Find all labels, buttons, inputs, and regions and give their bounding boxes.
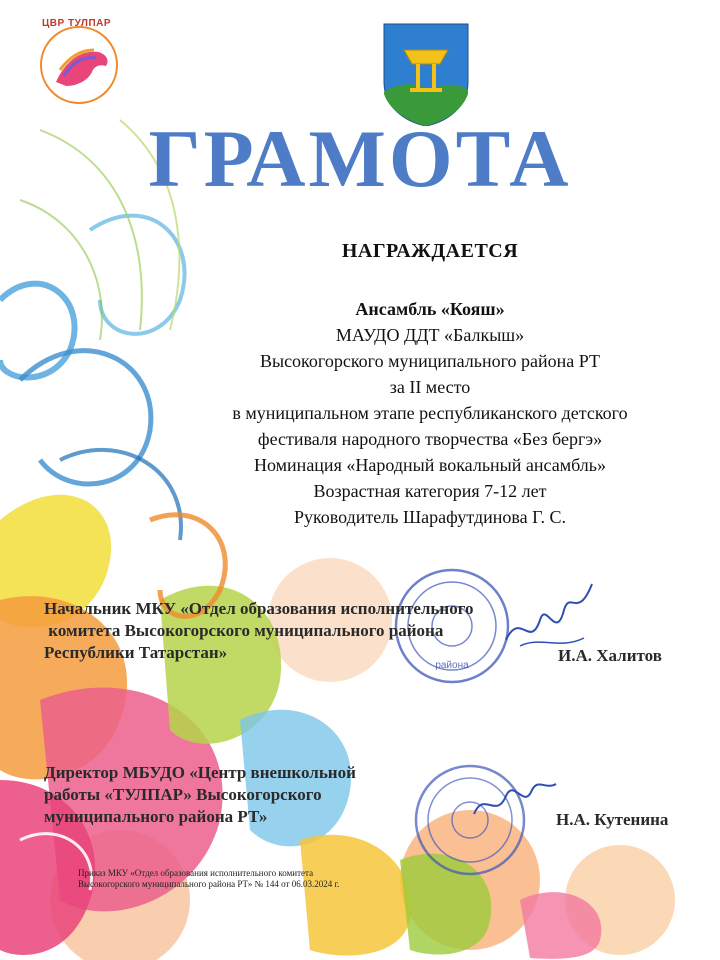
- recipient-line: Номинация «Народный вокальный ансамбль»: [254, 455, 606, 475]
- coat-of-arms-icon: [382, 22, 470, 126]
- recipient-line: Руководитель Шарафутдинова Г. С.: [293, 507, 567, 527]
- decor-leaf: [300, 835, 411, 956]
- recipient-line: Возрастная категория 7-12 лет: [313, 481, 547, 501]
- recipient-block: [140, 296, 720, 530]
- logo-text: ЦВР ТУЛПАР: [42, 18, 112, 29]
- signatory-title-line: комитета Высокогорского муниципального района: [44, 621, 444, 640]
- signatory-title-line: Начальник МКУ «Отдел образования исполнительного: [44, 599, 474, 618]
- horse-logo-icon: [36, 20, 122, 106]
- signatory-name: И.А. Халитов: [558, 646, 662, 665]
- signatory-title: [44, 598, 474, 664]
- stamp-text: района: [435, 660, 469, 671]
- signatory-title-line: Республики Татарстан»: [44, 643, 228, 662]
- signatory-title-line: Директор МБУДО «Центр внешкольной: [44, 763, 356, 782]
- order-note: [78, 868, 339, 890]
- recipient-line: в муниципальном этапе республиканского детского: [232, 403, 628, 423]
- recipient-line: фестиваля народного творчества «Без бергэ»: [257, 429, 603, 449]
- recipient-line: за II место: [389, 377, 471, 397]
- certificate-title: ГРАМОТА: [148, 113, 572, 204]
- recipient-line: МАУДО ДДТ «Балкыш»: [335, 325, 525, 345]
- signatory-title: [44, 762, 356, 828]
- signature-icon: [470, 770, 560, 830]
- signatory-title-line: муниципального района РТ»: [44, 807, 268, 826]
- order-line: Высокогорского муниципального района РТ» № 144 от 06.03.2024 г.: [78, 879, 340, 889]
- awarded-heading: НАГРАЖДАЕТСЯ: [341, 240, 519, 262]
- decor-swirl: [20, 351, 151, 484]
- order-line: Приказ МКУ «Отдел образования исполнительного комитета: [78, 868, 314, 878]
- recipient-line: Высокогорского муниципального района РТ: [259, 351, 601, 371]
- signatory-name: Н.А. Кутенина: [556, 810, 669, 829]
- recipient-name: Ансамбль «Кояш»: [355, 299, 505, 319]
- decor-vine: [20, 200, 102, 340]
- signatory-title-line: работы «ТУЛПАР» Высокогорского: [44, 785, 322, 804]
